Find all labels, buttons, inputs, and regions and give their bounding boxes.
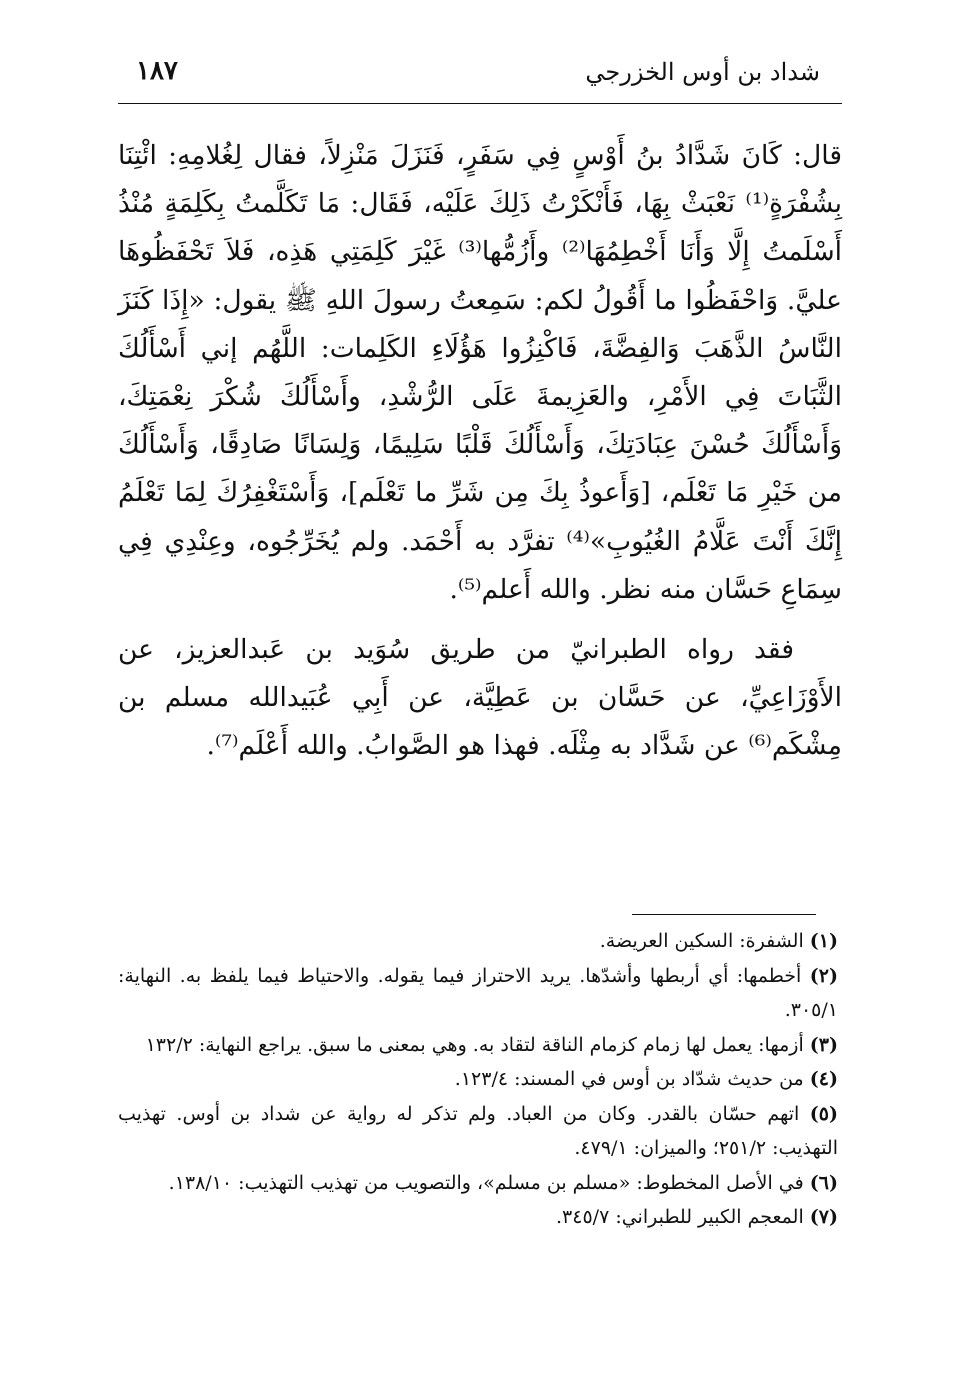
footnote-7	[118, 1200, 838, 1235]
page-header	[118, 52, 842, 104]
footnote-text: أخطمها: أي أربطها وأشدّها. يريد الاحتراز فيما يقوله. والاحتياط فيما يلفظ به. النهاية: ٣٠٥/١.	[118, 964, 838, 1021]
footnote-3	[118, 1028, 838, 1063]
footnote-text: من حديث شدّاد بن أوس في المسند: ١٢٣/٤.	[454, 1068, 804, 1090]
footnote-1	[118, 924, 838, 959]
footnote-number: (٢)	[809, 964, 838, 987]
footnote-6	[118, 1166, 838, 1201]
footnote-text: المعجم الكبير للطبراني: ٣٤٥/٧.	[556, 1206, 804, 1228]
running-title: شداد بن أوس الخزرجي	[585, 58, 820, 86]
footnote-number: (٤)	[809, 1068, 838, 1090]
footnote-4	[118, 1062, 838, 1097]
header-rule	[118, 103, 842, 104]
footnote-number: (٧)	[809, 1206, 838, 1228]
footnote-text: في الأصل المخطوط: «مسلم بن مسلم»، والتصويب من تهذيب التهذيب: ١٣٨/١٠.	[168, 1171, 804, 1194]
footnotes	[118, 924, 838, 1235]
footnote-number: (٣)	[809, 1033, 838, 1056]
paragraph-commentary: فقد رواه الطبرانيّ من طريق سُوَيد بن عَبدالعزيز، عن الأَوْزَاعِيِّ، عن حَسَّان بن عَطِيَّة، عن أَبِي عُبَيدالله مسلم بن مِشْكَم⁽⁶⁾ عن شَدَّاد به مِثْلَه. فهذا هو الصَّوابُ. والله أَعْلَم⁽⁷⁾.	[118, 634, 842, 762]
paragraph-hadith: قال: كَانَ شَدَّادُ بنُ أَوْسٍ فِي سَفَرٍ، فَنَزَلَ مَنْزِلاً، فقال لِغُلامِهِ: ائْتِنَا بِشُفْرَةٍ⁽¹⁾ نَعْبَثْ بِهَا، فَأَنْكَرْتُ ذَلِكَ عَلَيْه، فَقَال: مَا تَكَلَّمتُ بِكَلِمَةٍ مُنْذُ أَسْلَمتُ إِلَّا وَأَنَا أَخْطِمُهَا⁽²⁾ وأَزُمُّها⁽³⁾ غَيْرَ كَلِمَتِي هَذِه، فَلاَ تَحْفَظُوهَا عليَّ. وَاحْفَظُوا ما أَقُولُ لكم: سَمِعتُ رسولَ اللهِ ﷺ يقول: «إِذَا كَنَزَ النَّاسُ الذَّهَبَ وَالفِضَّةَ، فَاكْنِزُوا هَؤُلَاءِ الكَلِمات: اللَّهُم إني أَسْأَلُكَ الثَّبَاتَ فِي الأَمْرِ، والعَزِيمةَ عَلَى الرُّشْدِ، وأَسْأَلُكَ شُكْرَ نِعْمَتِكَ، وَأَسْأَلُكَ حُسْنَ عِبَادَتِكَ، وَأَسْأَلُكَ قَلْبًا سَلِيمًا، وَلِسَانًا صَادِقًا، وَأَسْأَلُكَ من خَيْرِ مَا تَعْلَم، [وَأَعوذُ بِكَ مِن شَرِّ ما تَعْلَم]، وَأَسْتَغْفِرُكَ لِمَا تَعْلَمُ إِنَّكَ أَنْتَ عَلَّامُ الغُيُوبِ»⁽⁴⁾ تفرَّد به أَحْمَد. ولم يُخَرِّجُوه، وعِنْدِي فِي سِمَاعِ حَسَّان منه نظر. والله أَعلم⁽⁵⁾.	[118, 140, 843, 605]
footnote-text: اتهم حسّان بالقدر. وكان من العباد. ولم تذكر له رواية عن شداد بن أوس. تهذيب التهذيب: ٢٥١/٢؛ والميزان: ٤٧٩/١.	[118, 1102, 838, 1159]
footnote-number: (١)	[809, 930, 838, 952]
footnote-5	[118, 1097, 838, 1166]
main-text	[118, 132, 842, 771]
footnote-separator	[632, 914, 816, 915]
footnote-2	[118, 959, 838, 1028]
footnote-number: (٦)	[809, 1171, 838, 1194]
footnote-number: (٥)	[809, 1102, 838, 1125]
page-number: ١٨٧	[136, 56, 178, 86]
footnote-text: الشفرة: السكين العريضة.	[599, 930, 804, 952]
footnote-text: أزمها: يعمل لها زمام كزمام الناقة لتقاد به. وهي بمعنى ما سبق. يراجع النهاية: ١٣٢/٢	[145, 1033, 804, 1056]
